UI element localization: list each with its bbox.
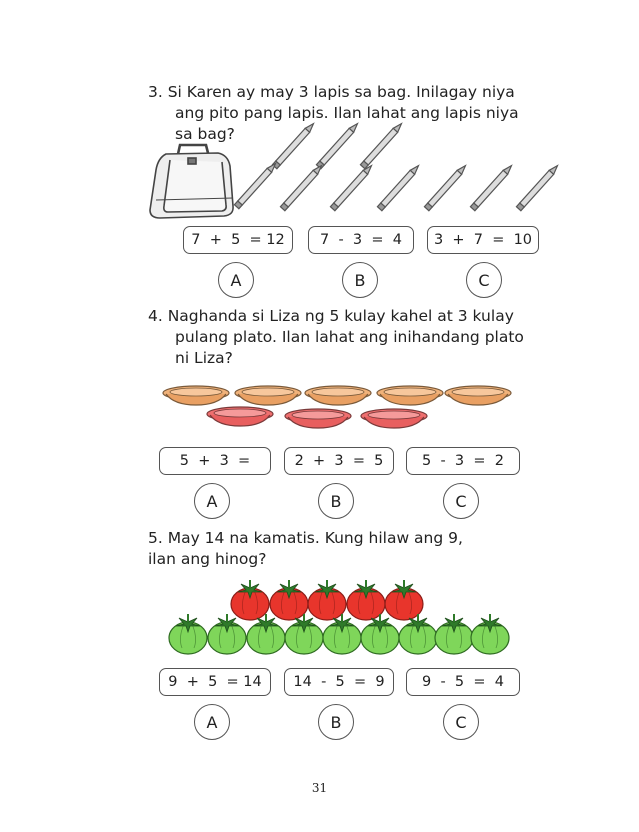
- choice-a-button[interactable]: A: [194, 483, 230, 519]
- choice-b-button[interactable]: B: [318, 483, 354, 519]
- question-line: sa bag?: [175, 125, 235, 143]
- choice-c-equation: 3 + 7 = 10: [427, 226, 539, 254]
- choice-c-button[interactable]: C: [443, 704, 479, 740]
- choice-c-equation: 9 - 5 = 4: [406, 668, 520, 696]
- choice-b-button[interactable]: B: [342, 262, 378, 298]
- question-line: 5. May 14 na kamatis. Kung hilaw ang 9,: [148, 529, 463, 547]
- choice-c-button[interactable]: C: [466, 262, 502, 298]
- question-line: ang pito pang lapis. Ilan lahat ang lapis niya: [175, 104, 519, 122]
- choice-a-button[interactable]: A: [194, 704, 230, 740]
- choice-b-button[interactable]: B: [318, 704, 354, 740]
- question-line: 4. Naghanda si Liza ng 5 kulay kahel at 3 kulay: [148, 307, 514, 325]
- red-tomato-icons: [231, 580, 423, 620]
- choice-c-equation: 5 - 3 = 2: [406, 447, 520, 475]
- green-tomato-icons: [169, 614, 509, 654]
- choice-a-equation: 7 + 5 = 12: [183, 226, 293, 254]
- choice-a-equation: 9 + 5 = 14: [159, 668, 271, 696]
- choice-a-equation: 5 + 3 =: [159, 447, 271, 475]
- choice-c-button[interactable]: C: [443, 483, 479, 519]
- choice-b-equation: 14 - 5 = 9: [284, 668, 394, 696]
- choice-b-equation: 7 - 3 = 4: [308, 226, 414, 254]
- question-line: 3. Si Karen ay may 3 lapis sa bag. Inilagay niya: [148, 83, 515, 101]
- choice-b-equation: 2 + 3 = 5: [284, 447, 394, 475]
- page-number: 31: [311, 781, 328, 795]
- choice-a-button[interactable]: A: [218, 262, 254, 298]
- question-line: ni Liza?: [175, 349, 233, 367]
- question-line: ilan ang hinog?: [148, 550, 267, 568]
- question-line: pulang plato. Ilan lahat ang inihandang plato: [175, 328, 524, 346]
